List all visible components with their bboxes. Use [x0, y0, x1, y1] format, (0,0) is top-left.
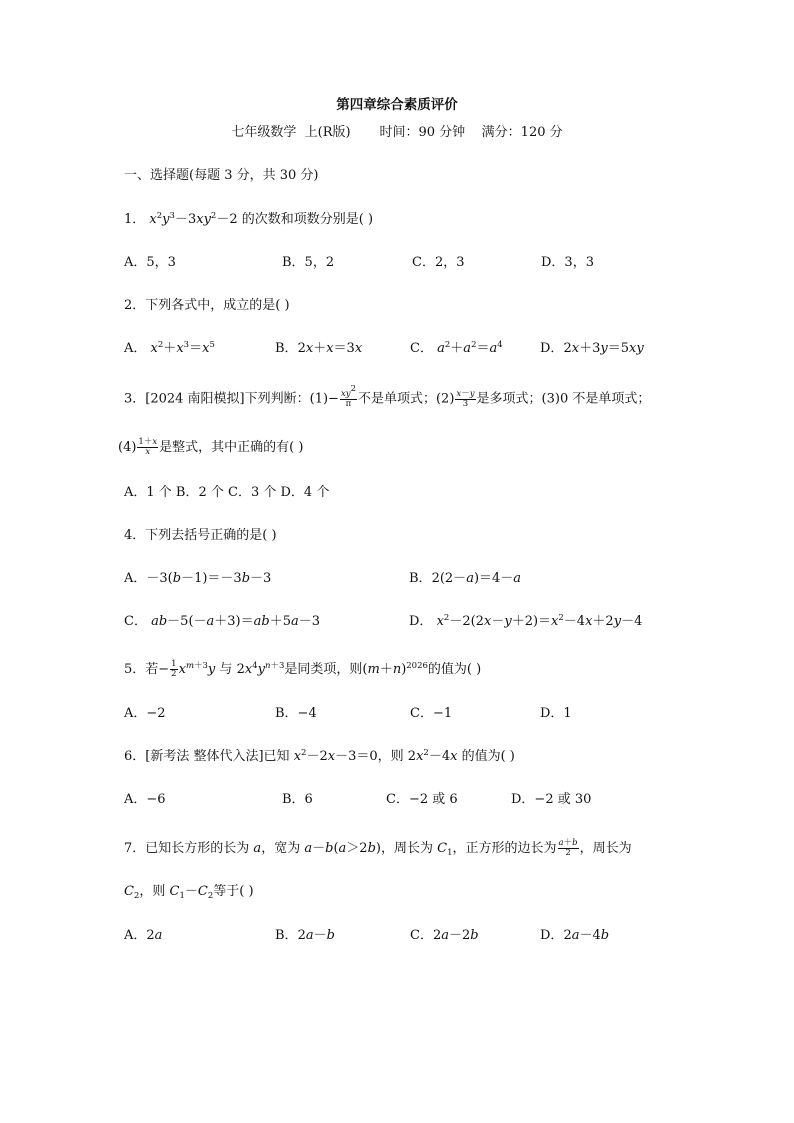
- q2-option-b[interactable]: B．2x＋x＝3x: [275, 341, 363, 356]
- question-2-stem: 2．下列各式中，成立的是( ): [124, 298, 290, 313]
- question-3-stem-line2: (4) $\frac{1+x}{x}$ 是整式，其中正确的有( ): [118, 437, 304, 457]
- q1-option-d[interactable]: D．3，3: [541, 255, 594, 270]
- question-7-stem-line2: $C_2$，则 $C_1-C_2$等于( ): [124, 884, 254, 901]
- q7-option-a[interactable]: A．2a: [124, 928, 163, 943]
- q1-option-b[interactable]: B．5，2: [282, 255, 335, 270]
- question-4-stem: 4．下列去括号正确的是( ): [124, 528, 277, 543]
- q2-option-d[interactable]: D．2x＋3y＝5xy: [540, 341, 644, 356]
- q7-option-d[interactable]: D．2a－4b: [540, 928, 610, 943]
- q1-option-c[interactable]: C．2，3: [412, 255, 465, 270]
- q4-option-a[interactable]: A．－3(b－1)＝－3b－3: [124, 571, 272, 586]
- q4-option-d[interactable]: D． $x^2-2(2x-y+2)=x^2-4x+2y-4$: [409, 613, 643, 629]
- question-5-stem: 5．若− $\frac{1}{2}$ $x^{m+3}y$ 与 $2x^4y^{n+3}$是同类项，则$(m+n)^{2026}$的值为( ): [124, 659, 482, 679]
- exam-info: 七年级数学 上(R版) 时间：90 分钟 满分：120 分: [231, 125, 563, 140]
- q2-option-c[interactable]: C． $a^2+a^2=a^4$: [410, 340, 503, 356]
- q1-option-a[interactable]: A．5，3: [124, 255, 176, 270]
- fraction-1-plus-x-over-x: $\frac{1+x}{x}$: [138, 437, 158, 457]
- q5-option-a[interactable]: A．−2: [124, 706, 166, 721]
- question-3-stem-line1: 3．[2024 南阳模拟]下列判断：(1)− $\frac{xy^2}{\pi}$ 不是单项式；(2) $\frac{x-y}{3}$ 是多项式；(3)0 不是单项式；: [124, 384, 651, 409]
- question-1-stem: 1． $x^2y^3-3xy^2-2$ 的次数和项数分别是( ): [124, 211, 374, 227]
- fraction-xy2-over-pi: $\frac{xy^2}{\pi}$: [340, 384, 356, 409]
- fraction-one-half: $\frac{1}{2}$: [171, 659, 177, 679]
- q6-option-c[interactable]: C．−2 或 6: [386, 792, 458, 807]
- q7-option-c[interactable]: C．2a－2b: [410, 928, 479, 943]
- question-6-stem: 6．[新考法 整体代入法]已知 $x^2-2x-3=0$，则 $2x^2-4x$ 的值为( ): [124, 748, 515, 764]
- q2-option-a[interactable]: A． $x^2+x^3=x^5$: [124, 340, 215, 356]
- q6-option-d[interactable]: D．−2 或 30: [511, 792, 592, 807]
- question-3-options[interactable]: A．1 个 B．2 个 C．3 个 D．4 个: [124, 485, 330, 500]
- q7-option-b[interactable]: B．2a－b: [275, 928, 335, 943]
- fraction-x-minus-y-over-3: $\frac{x-y}{3}$: [456, 388, 475, 409]
- question-7-stem-line1: 7．已知长方形的长为 a，宽为 a－b(a＞2b)，周长为 $C_1$，正方形的边长为 $\frac{a+b}{2}$ ，周长为: [124, 838, 632, 858]
- q5-option-d[interactable]: D．1: [540, 706, 572, 721]
- q6-option-b[interactable]: B．6: [282, 792, 313, 807]
- q4-option-b[interactable]: B．2(2－a)＝4－a: [409, 571, 522, 586]
- page-title: 第四章综合素质评价: [336, 97, 458, 113]
- q4-option-c[interactable]: C． ab－5(－a＋3)＝ab＋5a－3: [124, 614, 321, 629]
- q5-option-b[interactable]: B．−4: [275, 706, 317, 721]
- q6-option-a[interactable]: A．−6: [124, 792, 166, 807]
- section-heading: 一、选择题(每题 3 分，共 30 分): [124, 168, 319, 183]
- q5-option-c[interactable]: C．−1: [410, 706, 453, 721]
- fraction-a-plus-b-over-2: $\frac{a+b}{2}$: [558, 838, 578, 858]
